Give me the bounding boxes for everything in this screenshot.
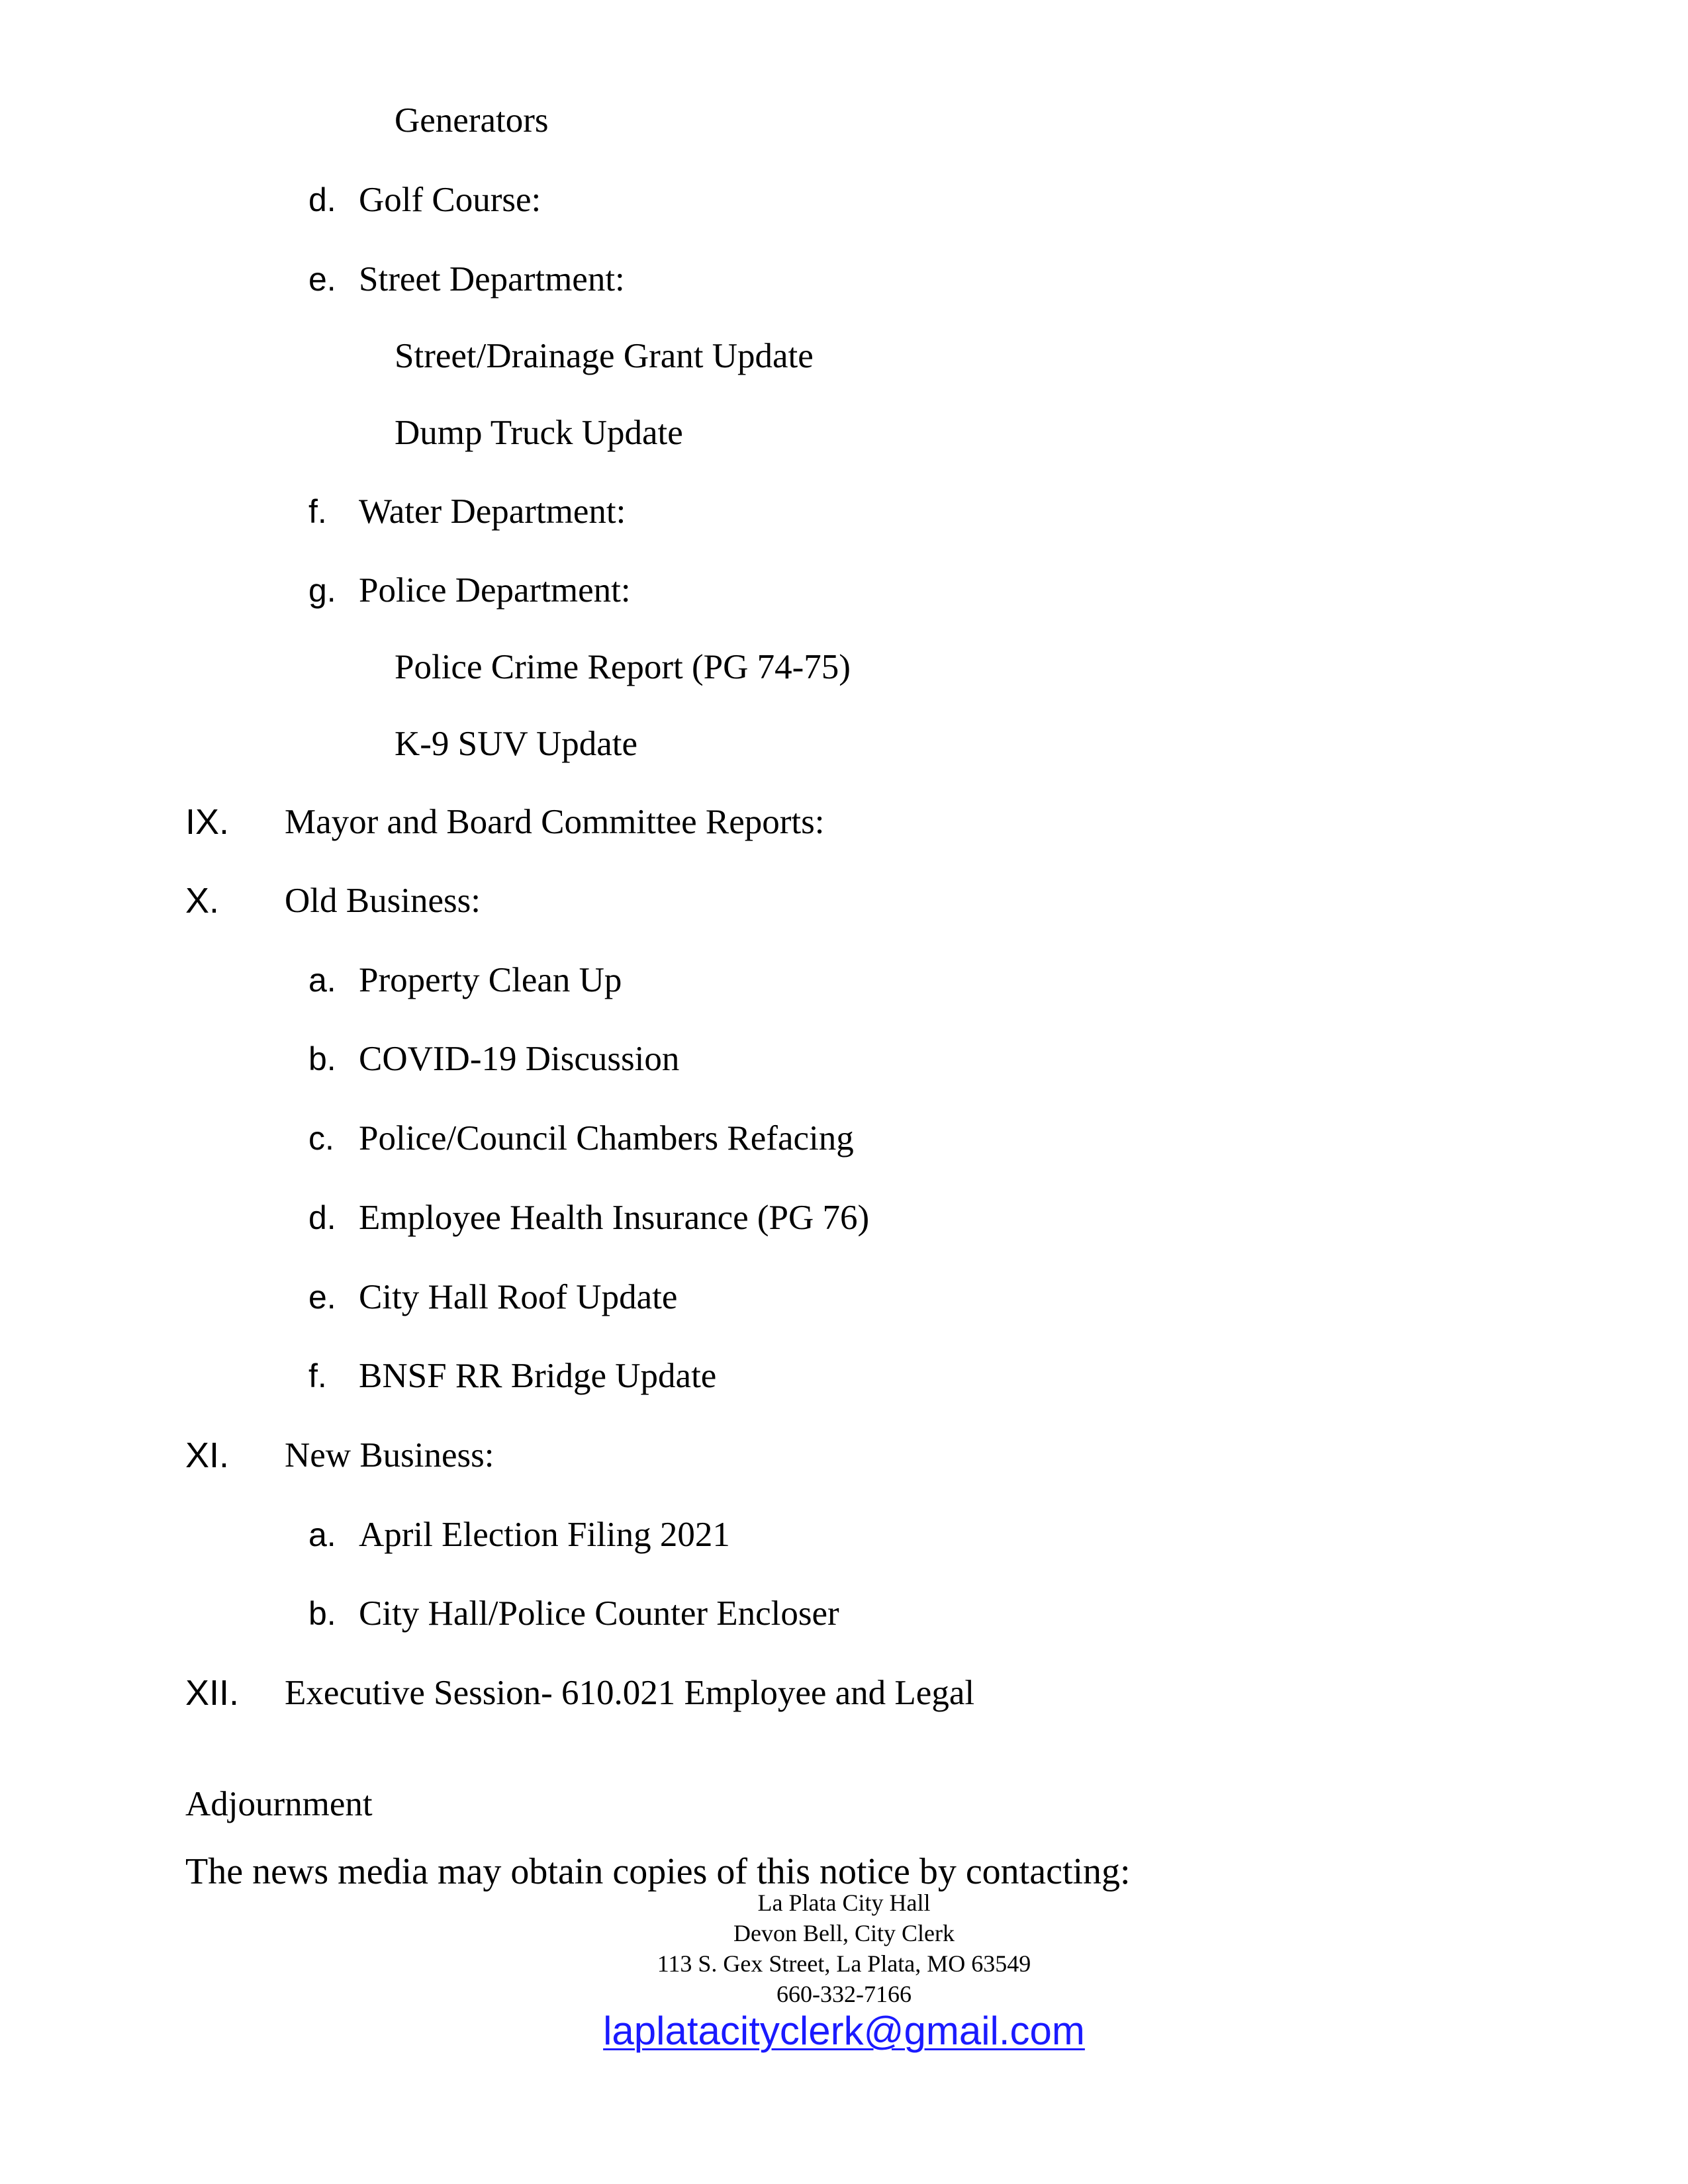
item-marker: b. — [308, 1040, 336, 1077]
contact-email-link[interactable]: laplatacityclerk@gmail.com — [603, 2009, 1085, 2053]
item-marker: d. — [308, 181, 336, 218]
item-golf-course: Golf Course: — [359, 181, 541, 219]
section-new-business: New Business: — [285, 1436, 494, 1475]
media-notice: The news media may obtain copies of this notice by contacting: — [185, 1851, 1131, 1892]
item-marker: f. — [308, 1357, 327, 1394]
item-covid-discussion: COVID-19 Discussion — [359, 1040, 680, 1078]
item-counter-encloser: City Hall/Police Counter Encloser — [359, 1594, 839, 1633]
item-marker: g. — [308, 572, 336, 609]
item-marker: b. — [308, 1595, 336, 1632]
item-health-insurance: Employee Health Insurance (PG 76) — [359, 1199, 870, 1237]
item-street-department: Street Department: — [359, 260, 625, 298]
item-bnsf-bridge: BNSF RR Bridge Update — [359, 1357, 717, 1395]
section-executive-session: Executive Session- 610.021 Employee and Legal — [285, 1674, 975, 1712]
sub-item-k9-suv: K-9 SUV Update — [395, 725, 638, 763]
item-marker: c. — [308, 1120, 334, 1157]
contact-address: 113 S. Gex Street, La Plata, MO 63549 — [657, 1950, 1031, 1977]
sub-item-street-drainage: Street/Drainage Grant Update — [395, 337, 814, 375]
item-marker: e. — [308, 1279, 336, 1316]
item-chambers-refacing: Police/Council Chambers Refacing — [359, 1119, 854, 1158]
section-numeral: XII. — [185, 1673, 240, 1713]
item-marker: f. — [308, 493, 327, 530]
item-marker: d. — [308, 1199, 336, 1236]
contact-email-line — [0, 2008, 1688, 2054]
adjournment-heading: Adjournment — [185, 1785, 373, 1823]
item-police-department: Police Department: — [359, 571, 631, 610]
item-water-department: Water Department: — [359, 492, 626, 531]
item-property-clean-up: Property Clean Up — [359, 961, 622, 999]
sub-item-generators: Generators — [395, 101, 549, 140]
sub-item-dump-truck: Dump Truck Update — [395, 414, 683, 452]
item-city-hall-roof: City Hall Roof Update — [359, 1278, 678, 1316]
section-numeral: IX. — [185, 802, 230, 842]
contact-phone: 660-332-7166 — [776, 1981, 912, 2007]
contact-clerk: Devon Bell, City Clerk — [733, 1920, 955, 1946]
section-mayor-board-reports: Mayor and Board Committee Reports: — [285, 803, 825, 841]
section-numeral: X. — [185, 881, 220, 921]
sub-item-police-crime-report: Police Crime Report (PG 74-75) — [395, 648, 851, 686]
item-marker: e. — [308, 261, 336, 298]
contact-office: La Plata City Hall — [757, 1889, 931, 1916]
item-marker: a. — [308, 1516, 336, 1553]
item-april-election-filing: April Election Filing 2021 — [359, 1516, 730, 1554]
item-marker: a. — [308, 962, 336, 999]
section-old-business: Old Business: — [285, 882, 481, 920]
section-numeral: XI. — [185, 1435, 230, 1475]
